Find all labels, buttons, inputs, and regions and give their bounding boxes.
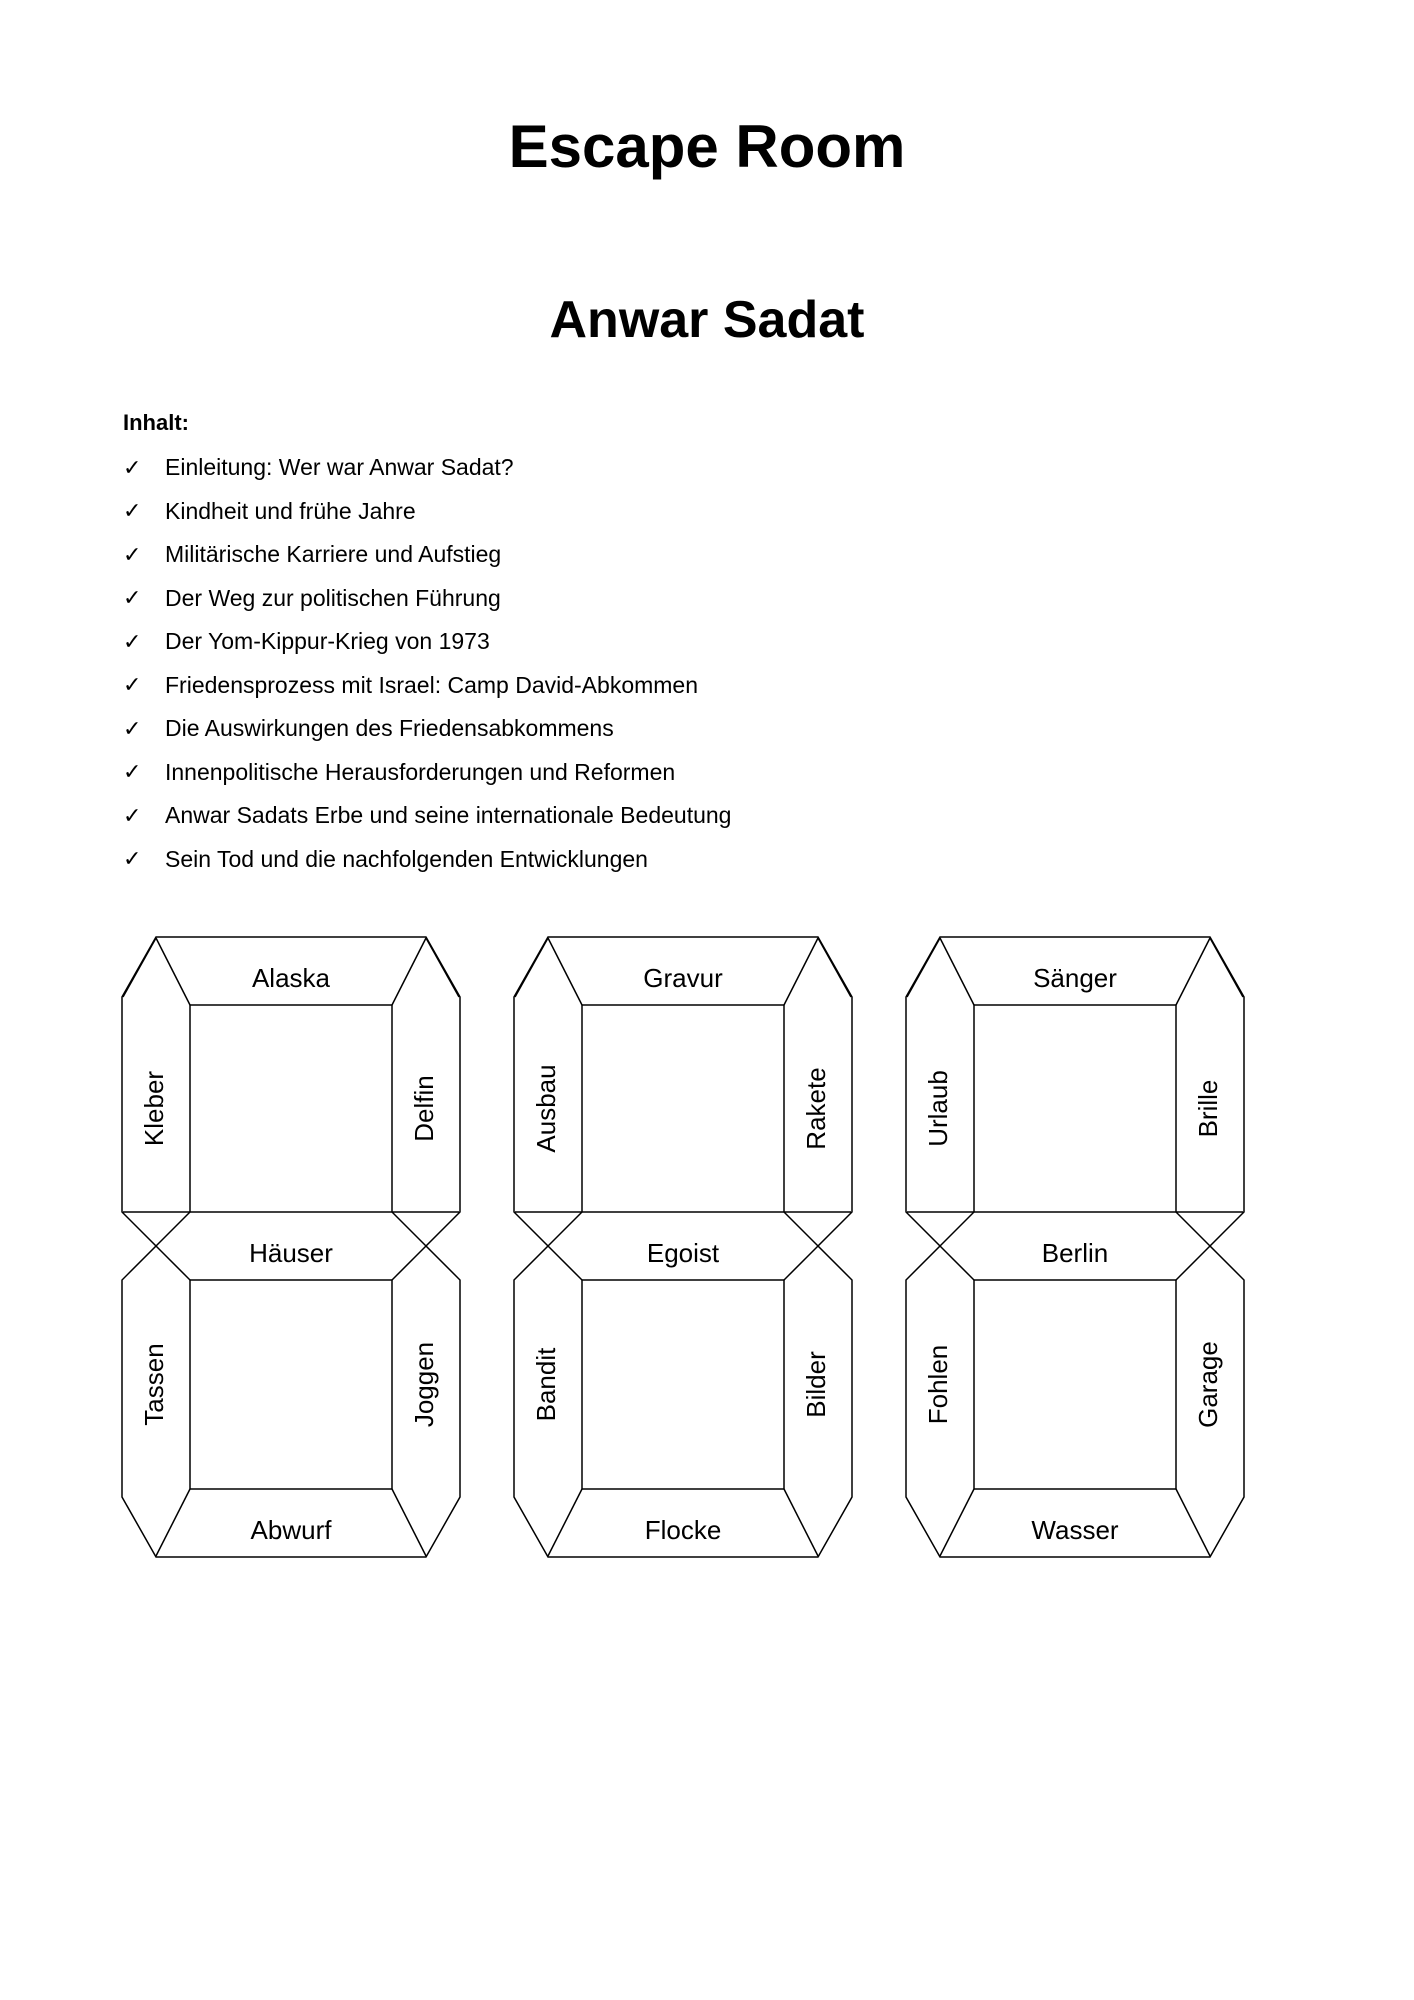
segment-divider [784, 1212, 818, 1246]
segment-divider [515, 938, 548, 997]
inner-square-lower [190, 1280, 392, 1489]
contents-item-label: Die Auswirkungen des Friedensabkommens [165, 715, 614, 742]
segment-label-bottom: Flocke [644, 1514, 722, 1545]
segment-divider [784, 1246, 818, 1280]
segment-label-upper-left: Ausbau [530, 1064, 561, 1153]
segment-divider [1210, 938, 1243, 997]
contents-item-label: Einleitung: Wer war Anwar Sadat? [165, 454, 514, 481]
segment-divider [548, 938, 582, 1005]
segment-label-lower-left: Tassen [138, 1343, 169, 1426]
segment-label-bottom: Wasser [1031, 1514, 1119, 1545]
segment-divider [1176, 1246, 1210, 1280]
segment-label-top: Gravur [643, 962, 723, 993]
segment-label-middle: Berlin [1041, 1237, 1109, 1268]
segment-divider [156, 1212, 190, 1246]
segment-divider [548, 1212, 582, 1246]
segment-divider [156, 1246, 190, 1280]
segment-divider [548, 1246, 582, 1280]
checkmark-icon: ✓ [123, 628, 142, 654]
contents-item-label: Anwar Sadats Erbe und seine internationale Bedeutung [165, 802, 732, 829]
segment-divider [784, 1489, 818, 1556]
segment-divider [392, 1246, 426, 1280]
contents-heading: Inhalt: [123, 410, 189, 435]
checkmark-icon: ✓ [123, 802, 142, 828]
segment-divider [940, 1212, 974, 1246]
checkmark-icon: ✓ [123, 454, 142, 480]
segment-divider [426, 938, 459, 997]
segment-divider [784, 938, 818, 1005]
segment-divider [1176, 938, 1210, 1005]
segment-label-bottom: Abwurf [250, 1514, 332, 1545]
inner-square-upper [190, 1005, 392, 1212]
segment-divider [1176, 1212, 1210, 1246]
segment-label-lower-left: Bandit [530, 1347, 561, 1422]
contents-item-label: Sein Tod und die nachfolgenden Entwicklungen [165, 845, 648, 872]
segment-divider [940, 1489, 974, 1556]
segment-divider [392, 938, 426, 1005]
segment-label-lower-left: Fohlen [922, 1344, 953, 1425]
inner-square-lower [974, 1280, 1176, 1489]
checkmark-icon: ✓ [123, 846, 142, 872]
segment-label-middle: Egoist [646, 1237, 720, 1268]
segment-label-top: Sänger [1033, 962, 1117, 993]
segment-divider [818, 938, 851, 997]
inner-square-lower [582, 1280, 784, 1489]
segment-divider [940, 938, 974, 1005]
segment-label-upper-left: Kleber [138, 1070, 169, 1147]
contents-item-label: Kindheit und frühe Jahre [165, 497, 416, 524]
segment-label-lower-right: Garage [1192, 1341, 1223, 1428]
checkmark-icon: ✓ [123, 541, 142, 567]
segment-divider [548, 1489, 582, 1556]
segment-divider [156, 1489, 190, 1556]
segment-divider [907, 938, 940, 997]
segment-label-lower-right: Bilder [800, 1351, 831, 1418]
segment-label-top: Alaska [251, 962, 331, 993]
contents-item-label: Der Yom-Kippur-Krieg von 1973 [165, 628, 490, 655]
segment-label-upper-right: Brille [1192, 1079, 1223, 1138]
checkmark-icon: ✓ [123, 498, 142, 524]
segment-divider [940, 1246, 974, 1280]
checkmark-icon: ✓ [123, 672, 142, 698]
segment-label-upper-left: Urlaub [922, 1070, 953, 1147]
segment-label-upper-right: Delfin [408, 1075, 439, 1142]
contents-item-label: Friedensprozess mit Israel: Camp David-Abkommen [165, 671, 699, 698]
contents-item-label: Der Weg zur politischen Führung [165, 584, 501, 611]
checkmark-icon: ✓ [123, 585, 142, 611]
segment-label-upper-right: Rakete [800, 1067, 831, 1150]
segment-divider [392, 1489, 426, 1556]
contents-item-label: Militärische Karriere und Aufstieg [165, 541, 502, 568]
inner-square-upper [974, 1005, 1176, 1212]
segment-divider [156, 938, 190, 1005]
checkmark-icon: ✓ [123, 715, 142, 741]
page-subtitle: Anwar Sadat [549, 291, 865, 349]
page-title: Escape Room [508, 113, 906, 180]
segment-divider [123, 938, 156, 997]
segment-divider [1176, 1489, 1210, 1556]
segment-divider [392, 1212, 426, 1246]
contents-item-label: Innenpolitische Herausforderungen und Reformen [165, 758, 676, 785]
checkmark-icon: ✓ [123, 759, 142, 785]
segment-label-middle: Häuser [249, 1237, 333, 1268]
segment-label-lower-right: Joggen [408, 1341, 439, 1428]
inner-square-upper [582, 1005, 784, 1212]
